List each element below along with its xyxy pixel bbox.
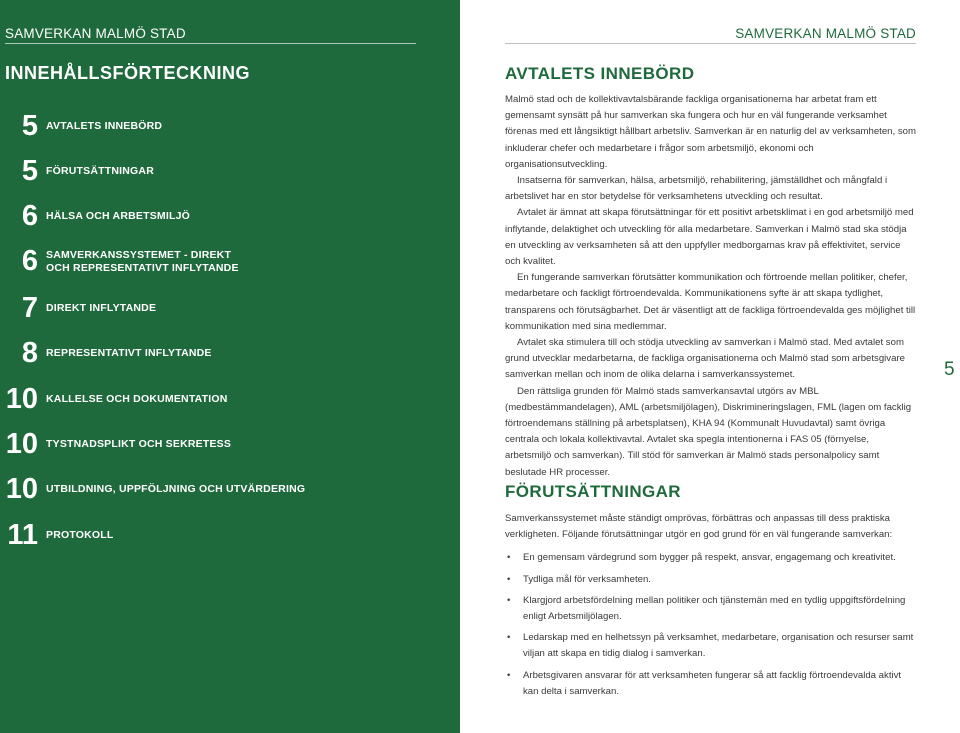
toc-item-label: UTBILDNING, UPPFÖLJNING OCH UTVÄRDERING bbox=[46, 483, 306, 495]
paragraph: Avtalet ska stimulera till och stödja utveckling av samverkan i Malmö stad. Med avtalet som grund utvecklar medarbetarna, de fackliga organisationerna och Malmö stad som arbetsgivare samverkan mellan och inom de olika delarna i samverkanssystemet. bbox=[505, 337, 905, 381]
list-item: • Ledarskap med en helhetssyn på verksamhet, medarbetare, organisation och resurser samt viljan att skapa en tidig dialog i samverkan. bbox=[507, 632, 914, 660]
toc-item[interactable] bbox=[0, 337, 212, 370]
bullet-list bbox=[505, 550, 918, 700]
toc-item-label: SAMVERKANSSYSTEMET - DIREKT OCH REPRESENTATIVT INFLYTANDE bbox=[46, 248, 239, 274]
list-item: • Tydliga mål för verksamheten. bbox=[505, 572, 918, 588]
section-title-avtalets-inneborд: AVTALETS INNEBÖRD bbox=[505, 64, 695, 83]
toc-page-number: 10 bbox=[5, 473, 38, 505]
list-item: • Klargjord arbetsfördelning mellan politiker och tjänstemän med en tydlig uppgiftsfördelning enligt Arbetsmiljölagen. bbox=[507, 594, 906, 623]
toc-page-number: 5 bbox=[21, 155, 38, 187]
toc-page-number: 8 bbox=[21, 337, 38, 369]
list-item: • En gemensam värdegrund som bygger på respekt, ansvar, engagemang och kreativitet. bbox=[505, 550, 918, 566]
toc-item[interactable] bbox=[0, 292, 156, 325]
bullet-icon: • bbox=[507, 632, 511, 644]
page-number: 5 bbox=[944, 359, 955, 380]
paragraph: Samverkanssystemet måste ständigt omprövas, förbättras och anpassas till dess praktiska verkligheten. Följande förutsättningar utgör en god grund för en väl fungerande samverkan: bbox=[505, 513, 893, 541]
bullet-icon: • bbox=[507, 669, 511, 681]
bullet-icon: • bbox=[507, 552, 511, 564]
list-item: • Arbetsgivaren ansvarar för att verksamheten fungerar så att facklig förtroendevalda aktivt kan delta i samverkan. bbox=[507, 669, 902, 697]
toc-item[interactable] bbox=[0, 519, 114, 552]
toc-item-label: HÄLSA OCH ARBETSMILJÖ bbox=[46, 210, 191, 222]
toc-panel bbox=[0, 0, 460, 733]
toc-item-label: DIREKT INFLYTANDE bbox=[46, 302, 157, 314]
toc-item[interactable] bbox=[0, 473, 305, 506]
bullet-icon: • bbox=[507, 594, 511, 606]
paragraph: Avtalet är ämnat att skapa förutsättningar för ett positivt arbetsklimat i en god arbetsmiljö med inflytande, delaktighet och utveckling för alla medarbetare. Samverkan i Malmö stad ska stödja en utveckling av verksamheten så att den uppfyller medborgarnas krav på effektivitet, service och kvalitet. bbox=[505, 207, 914, 268]
toc-item[interactable] bbox=[0, 200, 190, 233]
toc-page-number: 5 bbox=[21, 110, 38, 142]
right-divider bbox=[505, 43, 916, 44]
toc-page-number: 10 bbox=[5, 428, 38, 460]
toc-item-label: KALLELSE OCH DOKUMENTATION bbox=[46, 393, 228, 405]
toc-page-number: 10 bbox=[5, 383, 38, 415]
toc-item[interactable] bbox=[0, 245, 239, 278]
right-brand: SAMVERKAN MALMÖ STAD bbox=[735, 26, 916, 41]
paragraph: Malmö stad och de kollektivavtalsbärande fackliga organisationerna har arbetat fram ett gemensamt synsätt på hur samverkan ska fungera och hur en väl fungerande verksamhet förenas med ett långsiktigt hållbart arbetsliv. Samverkan är en naturlig del av verksamheten, som inkluderar chefer och medarbetare i frågor som arbetsmiljö, ekonomi och organisationsutveckling. bbox=[505, 94, 916, 170]
section-body-forutsattningar bbox=[505, 511, 918, 705]
left-brand: SAMVERKAN MALMÖ STAD bbox=[5, 26, 186, 41]
toc-page-number: 6 bbox=[21, 200, 38, 232]
toc-item[interactable] bbox=[0, 155, 154, 188]
toc-item-label: PROTOKOLL bbox=[46, 529, 114, 541]
paragraph: En fungerande samverkan förutsätter kommunikation och förtroende mellan politiker, chefer, medarbetare och fackligt förtroendevalda. Kommunikationens syfte är att skapa tydlighet, transparens och förutsägbarhet. Det är väsentligt att de fackliga förtroendevalda ges möjlighet till kommunikation med sina medlemmar. bbox=[505, 272, 916, 332]
paragraph: Insatserna för samverkan, hälsa, arbetsmiljö, rehabilitering, jämställdhet och mångfald i arbetslivet har en stor betydelse för verksamhetens utveckling och resultat. bbox=[505, 175, 888, 203]
bullet-icon: • bbox=[507, 573, 511, 585]
toc-item[interactable] bbox=[0, 383, 228, 416]
left-divider bbox=[5, 43, 416, 44]
toc-item[interactable] bbox=[0, 428, 231, 461]
toc-title: INNEHÅLLSFÖRTECKNING bbox=[5, 63, 250, 83]
toc-item[interactable] bbox=[0, 110, 162, 143]
toc-item-label: REPRESENTATIVT INFLYTANDE bbox=[46, 347, 212, 359]
toc-page-number: 7 bbox=[21, 292, 38, 324]
toc-page-number: 11 bbox=[7, 519, 38, 551]
toc-item-label: TYSTNADSPLIKT OCH SEKRETESS bbox=[46, 438, 232, 450]
toc-page-number: 6 bbox=[21, 245, 38, 277]
section-title-forutsattningar: FÖRUTSÄTTNINGAR bbox=[505, 482, 681, 501]
toc-item-label: AVTALETS INNEBÖRD bbox=[46, 120, 163, 132]
section-body-avtalets-innebord bbox=[505, 92, 918, 481]
paragraph: Den rättsliga grunden för Malmö stads samverkansavtal utgörs av MBL (medbestämmandelagen), AML (arbetsmiljölagen), Diskrimineringslagen, FML (lagen om facklig förtroendemans ställning på arbetsplatsen), KHA 94 (Kommunalt Huvudavtal) samt övriga centrala och lokala kollektivavtal. Avtalet ska spegla intentionerna i FAS 05 (förnyelse, arbetsmiljö och samverkan). Till stöd för samverkan är Malmö stads personalpolicy samt beslutade HR processer. bbox=[505, 385, 912, 478]
toc-item-label: FÖRUTSÄTTNINGAR bbox=[46, 165, 154, 177]
